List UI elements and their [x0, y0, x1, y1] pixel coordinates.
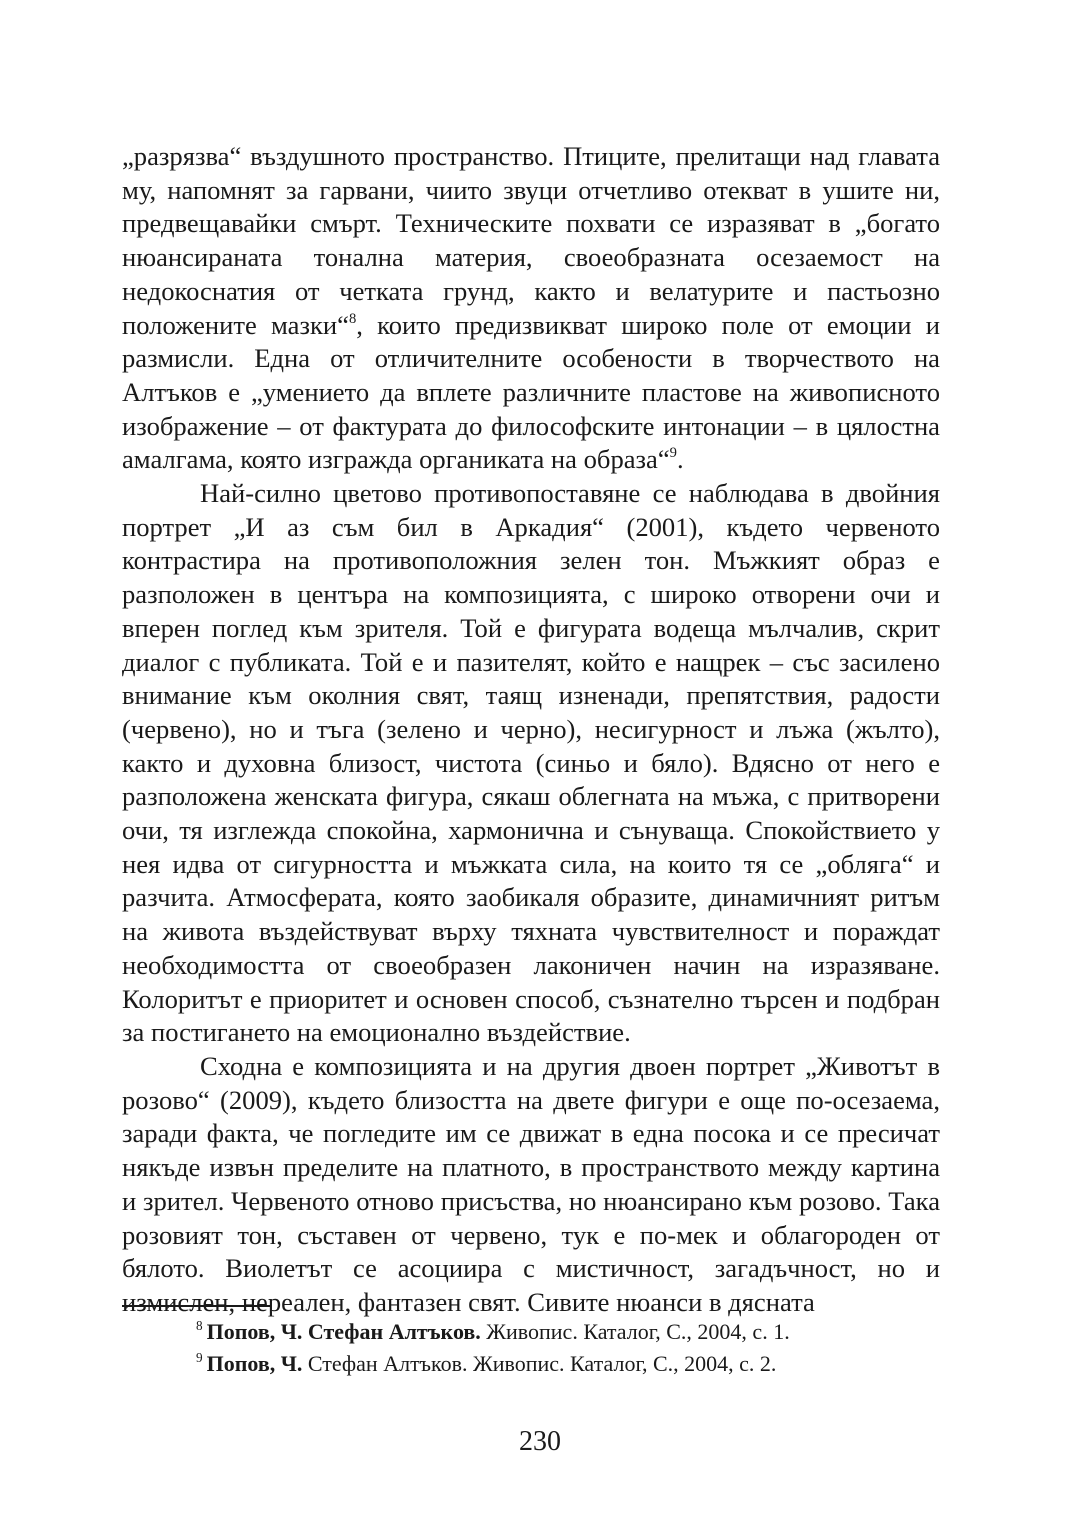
- page-body: [122, 140, 940, 1320]
- footnote-8-text: Живопис. Каталог, С., 2004, с. 1.: [480, 1319, 790, 1344]
- footnote-separator: [122, 1305, 270, 1307]
- footnote-ref-9: 9: [669, 445, 677, 462]
- paragraph-1-part-3: .: [676, 444, 684, 475]
- footnote-8-number: 8: [196, 1317, 203, 1333]
- paragraph-1: [122, 140, 940, 477]
- footnote-9-text: Стефан Алтъков. Живопис. Каталог, С., 2004, с. 2.: [302, 1351, 777, 1376]
- footnotes: [196, 1316, 940, 1380]
- paragraph-1-part-1: „разрязва“ въздушното пространство. Птиците, прелитащи над главата му, напомнят за гарвани, чиито звуци отчетливо отекват в ушите ни, предвещавайки смърт. Техническите похвати се изразяват в „богато нюансираната тонална материя, своеобразната осезаемост на недокоснатия от четката грунд, както и велатурите и пастьозно положените мазки“: [122, 141, 940, 340]
- page-number: 230: [519, 1426, 561, 1457]
- footnote-9-author: Попов, Ч.: [206, 1351, 303, 1376]
- paragraph-3: Сходна е композицията и на другия двоен портрет „Животът в розово“ (2009), където близостта на двете фигури е още по-осезаема, заради факта, че погледите им се движат в една посока и се пресичат някъде извън пределите на платното, в пространството между картина и зрител. Червеното отново присъства, но нюансирано към розово. Така розовият тон, съставен от червено, тук е по-мек и облагороден от бялото. Виолетът се асоциира с мистичност, загадъчност, но и измислен, нереален, фантазен свят. Сивите нюанси в дясната: [122, 1050, 940, 1317]
- footnote-9: [196, 1348, 940, 1380]
- footnote-ref-8: 8: [348, 310, 357, 327]
- footnote-9-number: 9: [196, 1349, 203, 1365]
- footnote-8-author: Попов, Ч. Стефан Алтъков.: [206, 1319, 481, 1344]
- paragraph-2: Най-силно цветово противопоставяне се наблюдава в двойния портрет „И аз съм бил в Аркадия“ (2001), където червеното контрастира на противоположния зелен тон. Мъжкият образ е разположен в центъра на композицията, с широко отворени очи и вперен поглед към зрителя. Той е фигурата водеща мълчалив, скрит диалог с публиката. Той е и пазителят, който е нащрек – със засилено внимание към околния свят, таящ изненади, препятствия, радости (червено), но и тъга (зелено и черно), несигурност и лъжа (жълто), както и духовна близост, чистота (синьо и бяло). Вдясно от него е разположена женската фигура, сякаш облегната на мъжа, с притворени очи, тя изглежда спокойна, хармонична и сънуваща. Спокойствието у нея идва от сигурността и мъжката сила, на които тя се „обляга“ и разчита. Атмосферата, която заобикаля образите, динамичният ритъм на живота въздействуват върху тяхната чувствителност и пораждат необходимостта от своеобразен лаконичен начин на изразяване. Колоритът е приоритет и основен способ, съзнателно търсен и подбран за постигането на емоционално въздействие.: [122, 478, 940, 1048]
- footnote-8: [196, 1316, 940, 1348]
- paragraph-1-part-2: , които предизвикват широко поле от емоции и размисли. Една от отличителните особености в творчеството на Алтъков е „умението да вплете различните пластове на живописното изображение – от фактурата до философските интонации – в цялостна амалгама, която изгражда органиката на образа“: [122, 309, 940, 475]
